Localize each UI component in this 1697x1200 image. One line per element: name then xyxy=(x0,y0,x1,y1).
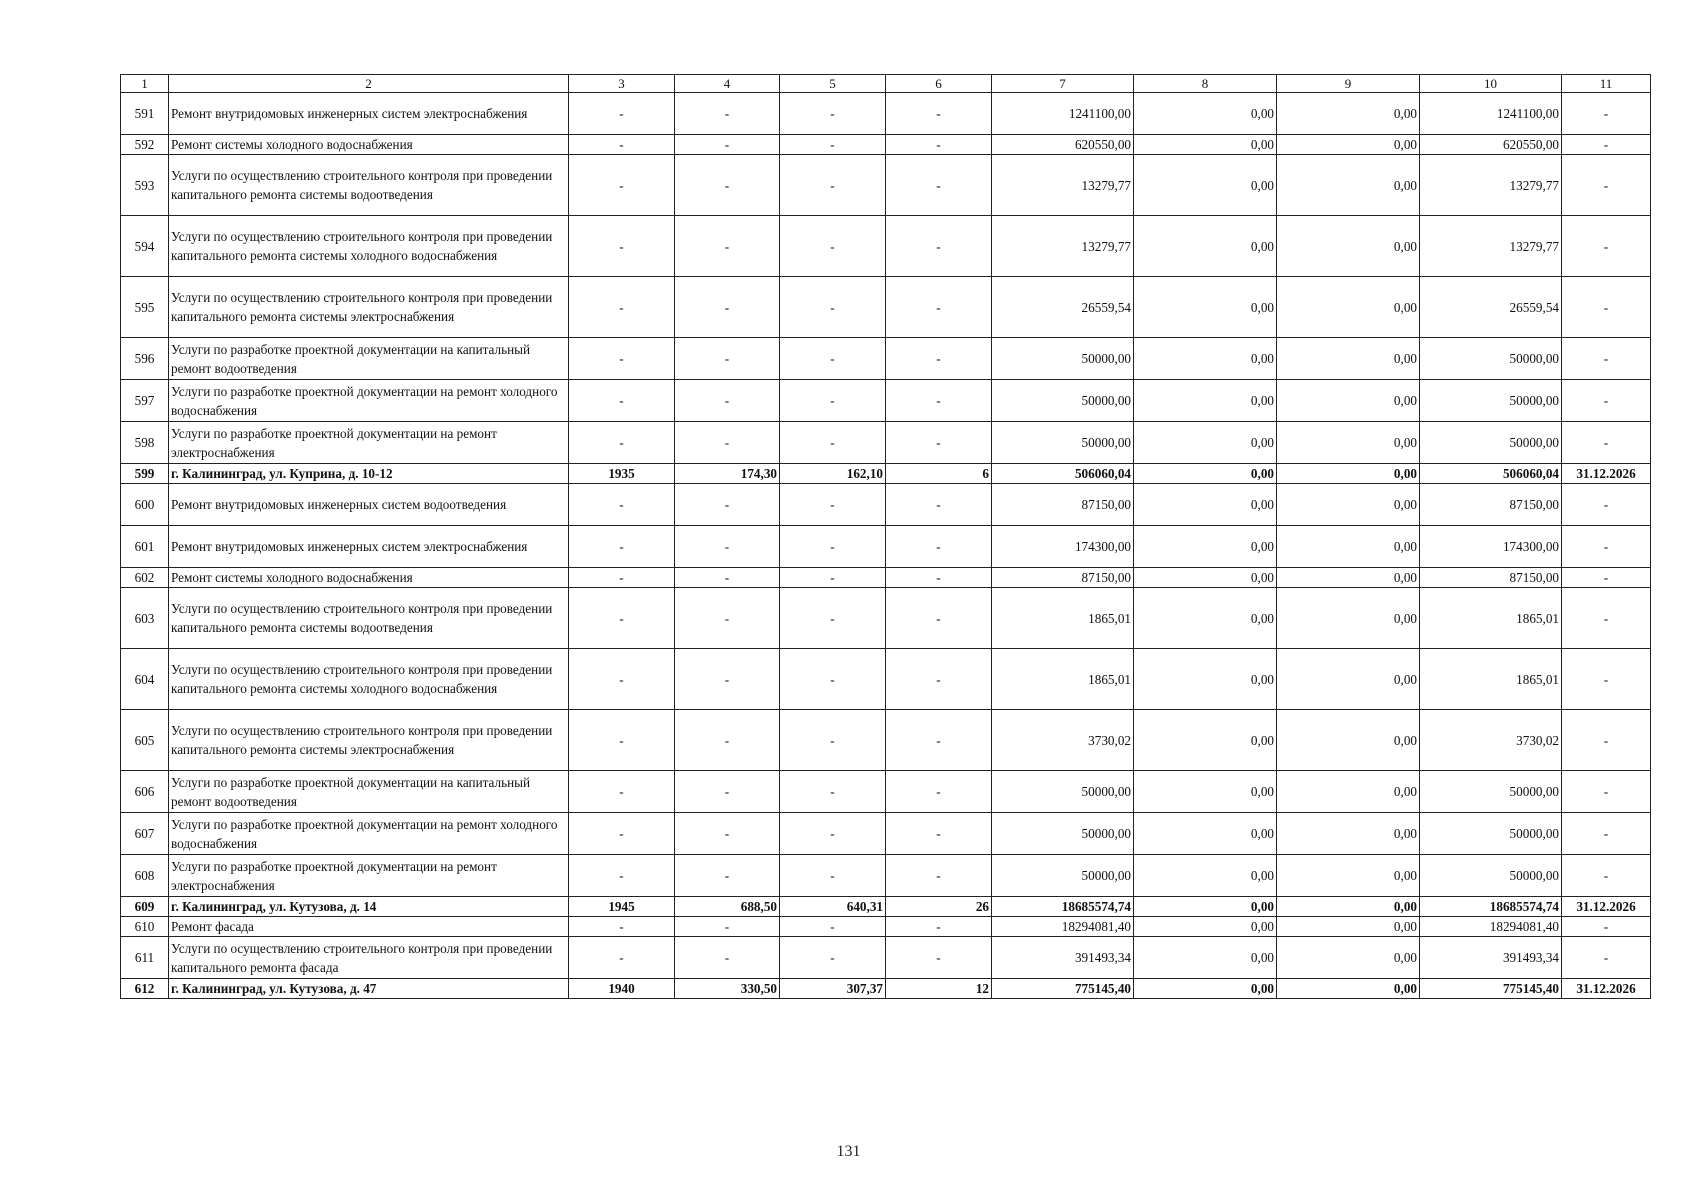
residents: - xyxy=(886,710,992,771)
residents: - xyxy=(886,917,992,937)
year-built: - xyxy=(569,568,675,588)
row-number: 595 xyxy=(121,277,169,338)
column-number: 9 xyxy=(1277,75,1420,93)
column-number: 2 xyxy=(169,75,569,93)
cost-fund: 0,00 xyxy=(1134,526,1277,568)
total-area: - xyxy=(675,93,780,135)
table-row xyxy=(121,155,1651,216)
cost-total: 50000,00 xyxy=(992,855,1134,897)
table-row xyxy=(121,771,1651,813)
year-built: - xyxy=(569,338,675,380)
living-area: - xyxy=(780,93,886,135)
residents: - xyxy=(886,526,992,568)
cost-owners: 87150,00 xyxy=(1420,568,1562,588)
living-area: - xyxy=(780,216,886,277)
row-number: 607 xyxy=(121,813,169,855)
year-built: - xyxy=(569,813,675,855)
table-body xyxy=(121,75,1651,999)
cost-fund: 0,00 xyxy=(1134,710,1277,771)
residents: 26 xyxy=(886,897,992,917)
living-area: - xyxy=(780,135,886,155)
cost-total: 50000,00 xyxy=(992,380,1134,422)
cost-fund: 0,00 xyxy=(1134,93,1277,135)
cost-total: 174300,00 xyxy=(992,526,1134,568)
total-area: 174,30 xyxy=(675,464,780,484)
residents: - xyxy=(886,338,992,380)
row-number: 593 xyxy=(121,155,169,216)
table-row xyxy=(121,937,1651,979)
address-row xyxy=(121,897,1651,917)
cost-total: 506060,04 xyxy=(992,464,1134,484)
residents: - xyxy=(886,937,992,979)
table-row xyxy=(121,422,1651,464)
cost-budget: 0,00 xyxy=(1277,380,1420,422)
total-area: - xyxy=(675,588,780,649)
cost-fund: 0,00 xyxy=(1134,484,1277,526)
residents: - xyxy=(886,649,992,710)
completion-date: - xyxy=(1562,588,1651,649)
total-area: - xyxy=(675,526,780,568)
cost-owners: 13279,77 xyxy=(1420,155,1562,216)
living-area: - xyxy=(780,649,886,710)
row-number: 599 xyxy=(121,464,169,484)
total-area: - xyxy=(675,937,780,979)
cost-budget: 0,00 xyxy=(1277,588,1420,649)
cost-budget: 0,00 xyxy=(1277,93,1420,135)
year-built: - xyxy=(569,422,675,464)
work-description: Ремонт внутридомовых инженерных систем электроснабжения xyxy=(169,93,569,135)
table-row xyxy=(121,135,1651,155)
living-area: 640,31 xyxy=(780,897,886,917)
cost-fund: 0,00 xyxy=(1134,649,1277,710)
work-description: Услуги по разработке проектной документации на ремонт холодного водоснабжения xyxy=(169,380,569,422)
row-number: 598 xyxy=(121,422,169,464)
cost-fund: 0,00 xyxy=(1134,979,1277,999)
cost-total: 1241100,00 xyxy=(992,93,1134,135)
cost-fund: 0,00 xyxy=(1134,135,1277,155)
cost-owners: 50000,00 xyxy=(1420,855,1562,897)
cost-budget: 0,00 xyxy=(1277,155,1420,216)
residents: - xyxy=(886,135,992,155)
year-built: 1945 xyxy=(569,897,675,917)
residents: - xyxy=(886,93,992,135)
cost-budget: 0,00 xyxy=(1277,338,1420,380)
cost-total: 50000,00 xyxy=(992,771,1134,813)
row-number: 612 xyxy=(121,979,169,999)
total-area: - xyxy=(675,216,780,277)
work-description: Услуги по осуществлению строительного контроля при проведении капитального ремонта системы водоотведения xyxy=(169,588,569,649)
living-area: - xyxy=(780,277,886,338)
work-description: Услуги по осуществлению строительного контроля при проведении капитального ремонта системы электроснабжения xyxy=(169,710,569,771)
cost-budget: 0,00 xyxy=(1277,568,1420,588)
year-built: - xyxy=(569,649,675,710)
row-number: 611 xyxy=(121,937,169,979)
table-row xyxy=(121,380,1651,422)
completion-date: - xyxy=(1562,710,1651,771)
living-area: - xyxy=(780,813,886,855)
total-area: - xyxy=(675,568,780,588)
cost-budget: 0,00 xyxy=(1277,135,1420,155)
completion-date: - xyxy=(1562,568,1651,588)
cost-owners: 1241100,00 xyxy=(1420,93,1562,135)
column-number-row xyxy=(121,75,1651,93)
cost-owners: 50000,00 xyxy=(1420,338,1562,380)
work-description: Ремонт фасада xyxy=(169,917,569,937)
year-built: - xyxy=(569,277,675,338)
work-description: Ремонт системы холодного водоснабжения xyxy=(169,135,569,155)
cost-fund: 0,00 xyxy=(1134,937,1277,979)
column-number: 5 xyxy=(780,75,886,93)
cost-total: 18685574,74 xyxy=(992,897,1134,917)
cost-total: 13279,77 xyxy=(992,216,1134,277)
cost-budget: 0,00 xyxy=(1277,484,1420,526)
living-area: 307,37 xyxy=(780,979,886,999)
cost-budget: 0,00 xyxy=(1277,813,1420,855)
completion-date: - xyxy=(1562,813,1651,855)
row-number: 606 xyxy=(121,771,169,813)
year-built: - xyxy=(569,937,675,979)
row-number: 605 xyxy=(121,710,169,771)
work-description: Услуги по осуществлению строительного контроля при проведении капитального ремонта системы холодного водоснабжения xyxy=(169,216,569,277)
completion-date: - xyxy=(1562,155,1651,216)
row-number: 601 xyxy=(121,526,169,568)
year-built: - xyxy=(569,155,675,216)
row-number: 603 xyxy=(121,588,169,649)
completion-date: - xyxy=(1562,484,1651,526)
cost-total: 50000,00 xyxy=(992,338,1134,380)
total-area: - xyxy=(675,155,780,216)
column-number: 6 xyxy=(886,75,992,93)
cost-budget: 0,00 xyxy=(1277,710,1420,771)
address-row xyxy=(121,979,1651,999)
total-area: - xyxy=(675,855,780,897)
row-number: 604 xyxy=(121,649,169,710)
completion-date: - xyxy=(1562,771,1651,813)
cost-owners: 506060,04 xyxy=(1420,464,1562,484)
table-row xyxy=(121,93,1651,135)
cost-fund: 0,00 xyxy=(1134,338,1277,380)
work-description: Ремонт системы холодного водоснабжения xyxy=(169,568,569,588)
work-description: Услуги по разработке проектной документации на капитальный ремонт водоотведения xyxy=(169,771,569,813)
cost-fund: 0,00 xyxy=(1134,155,1277,216)
cost-total: 620550,00 xyxy=(992,135,1134,155)
cost-owners: 18685574,74 xyxy=(1420,897,1562,917)
cost-total: 13279,77 xyxy=(992,155,1134,216)
cost-owners: 620550,00 xyxy=(1420,135,1562,155)
completion-date: - xyxy=(1562,93,1651,135)
living-area: - xyxy=(780,422,886,464)
cost-fund: 0,00 xyxy=(1134,422,1277,464)
residents: - xyxy=(886,422,992,464)
address-row xyxy=(121,464,1651,484)
cost-fund: 0,00 xyxy=(1134,380,1277,422)
table-row xyxy=(121,484,1651,526)
total-area: 688,50 xyxy=(675,897,780,917)
living-area: - xyxy=(780,855,886,897)
cost-budget: 0,00 xyxy=(1277,771,1420,813)
column-number: 10 xyxy=(1420,75,1562,93)
year-built: - xyxy=(569,216,675,277)
living-area: 162,10 xyxy=(780,464,886,484)
total-area: - xyxy=(675,649,780,710)
table-row xyxy=(121,855,1651,897)
column-number: 11 xyxy=(1562,75,1651,93)
table-row xyxy=(121,917,1651,937)
table-row xyxy=(121,338,1651,380)
residents: - xyxy=(886,216,992,277)
total-area: - xyxy=(675,422,780,464)
cost-owners: 50000,00 xyxy=(1420,422,1562,464)
living-area: - xyxy=(780,568,886,588)
total-area: - xyxy=(675,484,780,526)
cost-owners: 3730,02 xyxy=(1420,710,1562,771)
cost-owners: 775145,40 xyxy=(1420,979,1562,999)
cost-total: 50000,00 xyxy=(992,813,1134,855)
cost-total: 87150,00 xyxy=(992,568,1134,588)
residents: - xyxy=(886,155,992,216)
living-area: - xyxy=(780,771,886,813)
row-number: 594 xyxy=(121,216,169,277)
work-description: г. Калининград, ул. Куприна, д. 10-12 xyxy=(169,464,569,484)
total-area: - xyxy=(675,338,780,380)
work-description: Услуги по разработке проектной документации на капитальный ремонт водоотведения xyxy=(169,338,569,380)
cost-fund: 0,00 xyxy=(1134,771,1277,813)
year-built: 1935 xyxy=(569,464,675,484)
row-number: 610 xyxy=(121,917,169,937)
completion-date: - xyxy=(1562,380,1651,422)
table-row xyxy=(121,568,1651,588)
row-number: 609 xyxy=(121,897,169,917)
residents: - xyxy=(886,380,992,422)
year-built: - xyxy=(569,135,675,155)
cost-owners: 1865,01 xyxy=(1420,588,1562,649)
table-row xyxy=(121,216,1651,277)
table-row xyxy=(121,526,1651,568)
living-area: - xyxy=(780,338,886,380)
year-built: - xyxy=(569,484,675,526)
total-area: - xyxy=(675,277,780,338)
year-built: - xyxy=(569,526,675,568)
year-built: 1940 xyxy=(569,979,675,999)
completion-date: - xyxy=(1562,917,1651,937)
cost-owners: 50000,00 xyxy=(1420,813,1562,855)
living-area: - xyxy=(780,526,886,568)
living-area: - xyxy=(780,588,886,649)
cost-budget: 0,00 xyxy=(1277,979,1420,999)
residents: - xyxy=(886,588,992,649)
living-area: - xyxy=(780,155,886,216)
column-number: 4 xyxy=(675,75,780,93)
residents: - xyxy=(886,277,992,338)
completion-date: - xyxy=(1562,937,1651,979)
cost-total: 1865,01 xyxy=(992,588,1134,649)
year-built: - xyxy=(569,771,675,813)
total-area: - xyxy=(675,771,780,813)
living-area: - xyxy=(780,484,886,526)
cost-owners: 50000,00 xyxy=(1420,771,1562,813)
cost-total: 3730,02 xyxy=(992,710,1134,771)
work-description: Услуги по разработке проектной документации на ремонт электроснабжения xyxy=(169,422,569,464)
work-description: Услуги по разработке проектной документации на ремонт электроснабжения xyxy=(169,855,569,897)
row-number: 592 xyxy=(121,135,169,155)
row-number: 596 xyxy=(121,338,169,380)
cost-owners: 18294081,40 xyxy=(1420,917,1562,937)
work-description: Услуги по осуществлению строительного контроля при проведении капитального ремонта системы электроснабжения xyxy=(169,277,569,338)
total-area: - xyxy=(675,380,780,422)
living-area: - xyxy=(780,917,886,937)
row-number: 602 xyxy=(121,568,169,588)
work-description: г. Калининград, ул. Кутузова, д. 14 xyxy=(169,897,569,917)
row-number: 608 xyxy=(121,855,169,897)
cost-budget: 0,00 xyxy=(1277,897,1420,917)
work-description: Услуги по разработке проектной документации на ремонт холодного водоснабжения xyxy=(169,813,569,855)
cost-owners: 174300,00 xyxy=(1420,526,1562,568)
living-area: - xyxy=(780,937,886,979)
cost-owners: 391493,34 xyxy=(1420,937,1562,979)
cost-total: 391493,34 xyxy=(992,937,1134,979)
completion-date: - xyxy=(1562,855,1651,897)
completion-date: - xyxy=(1562,422,1651,464)
cost-budget: 0,00 xyxy=(1277,526,1420,568)
cost-budget: 0,00 xyxy=(1277,855,1420,897)
work-schedule-table xyxy=(120,74,1651,999)
cost-total: 26559,54 xyxy=(992,277,1134,338)
cost-budget: 0,00 xyxy=(1277,216,1420,277)
work-description: г. Калининград, ул. Кутузова, д. 47 xyxy=(169,979,569,999)
residents: - xyxy=(886,855,992,897)
row-number: 597 xyxy=(121,380,169,422)
year-built: - xyxy=(569,710,675,771)
completion-date: - xyxy=(1562,526,1651,568)
cost-owners: 87150,00 xyxy=(1420,484,1562,526)
year-built: - xyxy=(569,380,675,422)
work-description: Ремонт внутридомовых инженерных систем водоотведения xyxy=(169,484,569,526)
year-built: - xyxy=(569,917,675,937)
cost-fund: 0,00 xyxy=(1134,568,1277,588)
cost-total: 50000,00 xyxy=(992,422,1134,464)
cost-total: 775145,40 xyxy=(992,979,1134,999)
cost-budget: 0,00 xyxy=(1277,917,1420,937)
completion-date: 31.12.2026 xyxy=(1562,979,1651,999)
completion-date: - xyxy=(1562,216,1651,277)
work-description: Услуги по осуществлению строительного контроля при проведении капитального ремонта фасада xyxy=(169,937,569,979)
completion-date: - xyxy=(1562,649,1651,710)
total-area: - xyxy=(675,710,780,771)
cost-fund: 0,00 xyxy=(1134,464,1277,484)
work-description: Ремонт внутридомовых инженерных систем электроснабжения xyxy=(169,526,569,568)
cost-owners: 26559,54 xyxy=(1420,277,1562,338)
row-number: 591 xyxy=(121,93,169,135)
cost-owners: 50000,00 xyxy=(1420,380,1562,422)
cost-budget: 0,00 xyxy=(1277,649,1420,710)
row-number: 600 xyxy=(121,484,169,526)
cost-owners: 1865,01 xyxy=(1420,649,1562,710)
total-area: 330,50 xyxy=(675,979,780,999)
residents: - xyxy=(886,813,992,855)
completion-date: - xyxy=(1562,338,1651,380)
table-row xyxy=(121,277,1651,338)
cost-total: 18294081,40 xyxy=(992,917,1134,937)
cost-total: 87150,00 xyxy=(992,484,1134,526)
completion-date: - xyxy=(1562,135,1651,155)
year-built: - xyxy=(569,855,675,897)
work-description: Услуги по осуществлению строительного контроля при проведении капитального ремонта системы водоотведения xyxy=(169,155,569,216)
work-description: Услуги по осуществлению строительного контроля при проведении капитального ремонта системы холодного водоснабжения xyxy=(169,649,569,710)
table-row xyxy=(121,649,1651,710)
residents: - xyxy=(886,484,992,526)
cost-budget: 0,00 xyxy=(1277,937,1420,979)
cost-fund: 0,00 xyxy=(1134,897,1277,917)
year-built: - xyxy=(569,588,675,649)
column-number: 3 xyxy=(569,75,675,93)
residents: - xyxy=(886,771,992,813)
completion-date: 31.12.2026 xyxy=(1562,897,1651,917)
living-area: - xyxy=(780,380,886,422)
residents: - xyxy=(886,568,992,588)
cost-fund: 0,00 xyxy=(1134,277,1277,338)
residents: 12 xyxy=(886,979,992,999)
cost-fund: 0,00 xyxy=(1134,855,1277,897)
column-number: 1 xyxy=(121,75,169,93)
cost-fund: 0,00 xyxy=(1134,588,1277,649)
year-built: - xyxy=(569,93,675,135)
completion-date: - xyxy=(1562,277,1651,338)
living-area: - xyxy=(780,710,886,771)
cost-budget: 0,00 xyxy=(1277,422,1420,464)
residents: 6 xyxy=(886,464,992,484)
table-row xyxy=(121,710,1651,771)
table-row xyxy=(121,813,1651,855)
cost-fund: 0,00 xyxy=(1134,216,1277,277)
cost-budget: 0,00 xyxy=(1277,277,1420,338)
total-area: - xyxy=(675,135,780,155)
cost-owners: 13279,77 xyxy=(1420,216,1562,277)
cost-fund: 0,00 xyxy=(1134,813,1277,855)
total-area: - xyxy=(675,917,780,937)
column-number: 8 xyxy=(1134,75,1277,93)
completion-date: 31.12.2026 xyxy=(1562,464,1651,484)
column-number: 7 xyxy=(992,75,1134,93)
cost-fund: 0,00 xyxy=(1134,917,1277,937)
table-row xyxy=(121,588,1651,649)
cost-total: 1865,01 xyxy=(992,649,1134,710)
page-number: 131 xyxy=(836,1143,861,1160)
cost-budget: 0,00 xyxy=(1277,464,1420,484)
total-area: - xyxy=(675,813,780,855)
